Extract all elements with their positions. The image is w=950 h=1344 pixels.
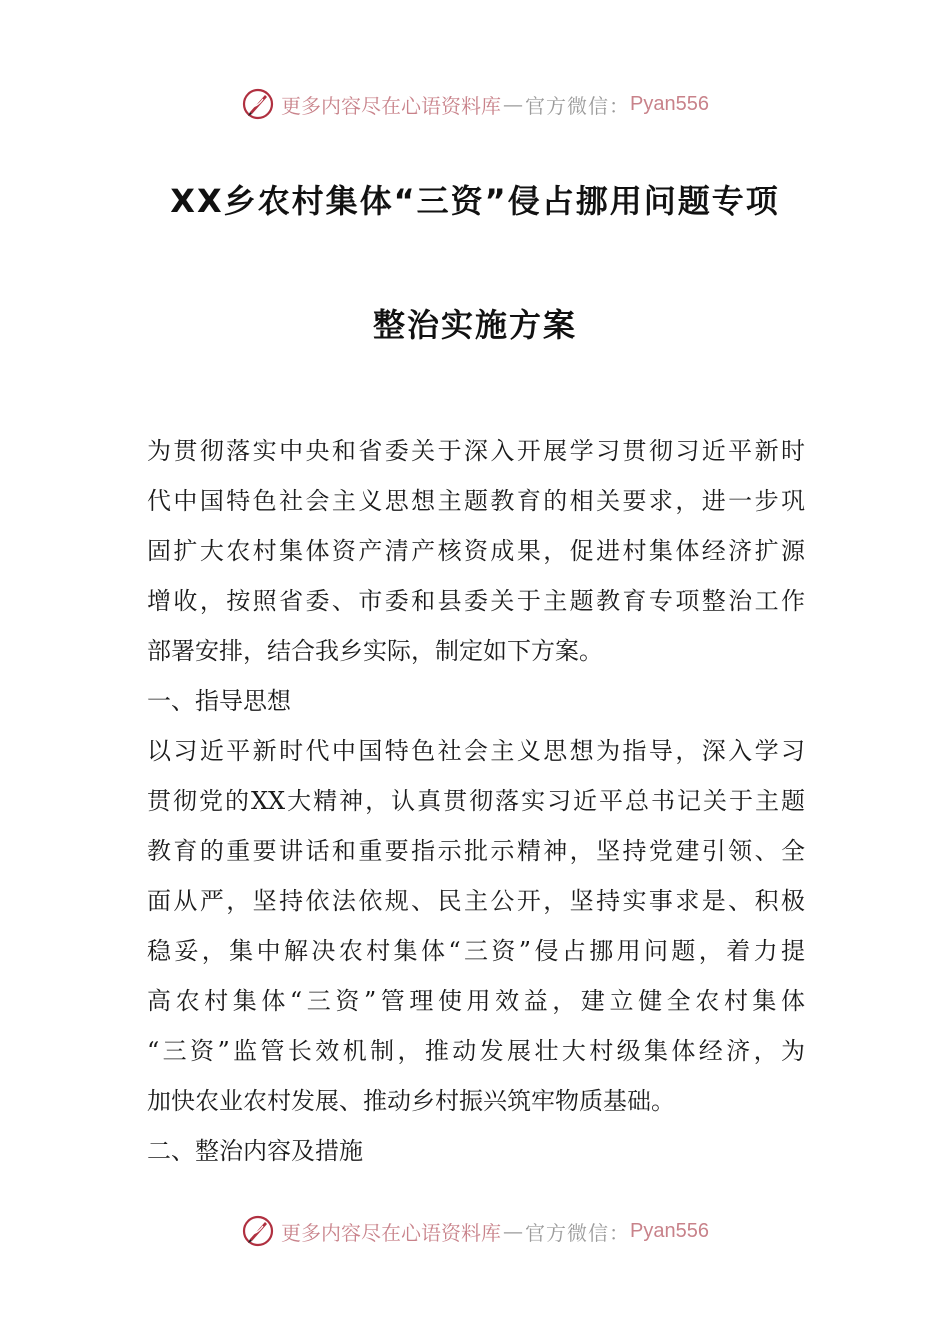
body-line: 增收，按照省委、市委和县委关于主题教育专项整治工作 [147,587,805,615]
watermark-wechat-id: Pyan556 [630,92,709,115]
watermark-wechat-id: Pyan556 [630,1219,709,1242]
body-line: 高农村集体“三资”管理使用效益，建立健全农村集体 [147,987,805,1015]
watermark-text: 更多内容尽在心语资料库 [281,1220,502,1245]
watermark-separator: — [503,1219,524,1243]
document-title-line-1: XX乡农村集体“三资”侵占挪用问题专项 [170,182,780,220]
body-line: 稳妥，集中解决农村集体“三资”侵占挪用问题，着力提 [147,937,805,965]
body-line: “三资”监管长效机制，推动发展壮大村级集体经济，为 [147,1037,805,1065]
watermark-wechat-label: 官方微信： [525,93,631,118]
body-line: 固扩大农村集体资产清产核资成果，促进村集体经济扩源 [147,537,805,565]
body-line: 面从严，坚持依法依规、民主公开，坚持实事求是、积极 [147,887,805,915]
section-heading-guiding-thought: 一、指导思想 [147,687,291,715]
body-line: 部署安排，结合我乡实际，制定如下方案。 [147,637,603,665]
body-line: 加快农业农村发展、推动乡村振兴筑牢物质基础。 [147,1087,675,1115]
watermark-wechat-label: 官方微信： [525,1220,631,1245]
document-body [147,426,805,1176]
body-line: 以习近平新时代中国特色社会主义思想为指导，深入学习 [147,737,805,765]
header-watermark [0,84,950,124]
body-line: 为贯彻落实中央和省委关于深入开展学习贯彻习近平新时 [147,437,805,465]
footer-watermark [0,1211,950,1251]
watermark-text: 更多内容尽在心语资料库 [281,93,502,118]
body-line: 贯彻党的XX大精神，认真贯彻落实习近平总书记关于主题 [147,787,805,815]
section-heading-content-measures: 二、整治内容及措施 [147,1137,363,1165]
quill-pen-logo-icon [241,1214,275,1248]
quill-pen-logo-icon [241,87,275,121]
watermark-separator: — [503,92,524,116]
body-line: 代中国特色社会主义思想主题教育的相关要求，进一步巩 [147,487,805,515]
body-line: 教育的重要讲话和重要指示批示精神，坚持党建引领、全 [147,837,805,865]
document-title-line-2: 整治实施方案 [372,306,577,344]
